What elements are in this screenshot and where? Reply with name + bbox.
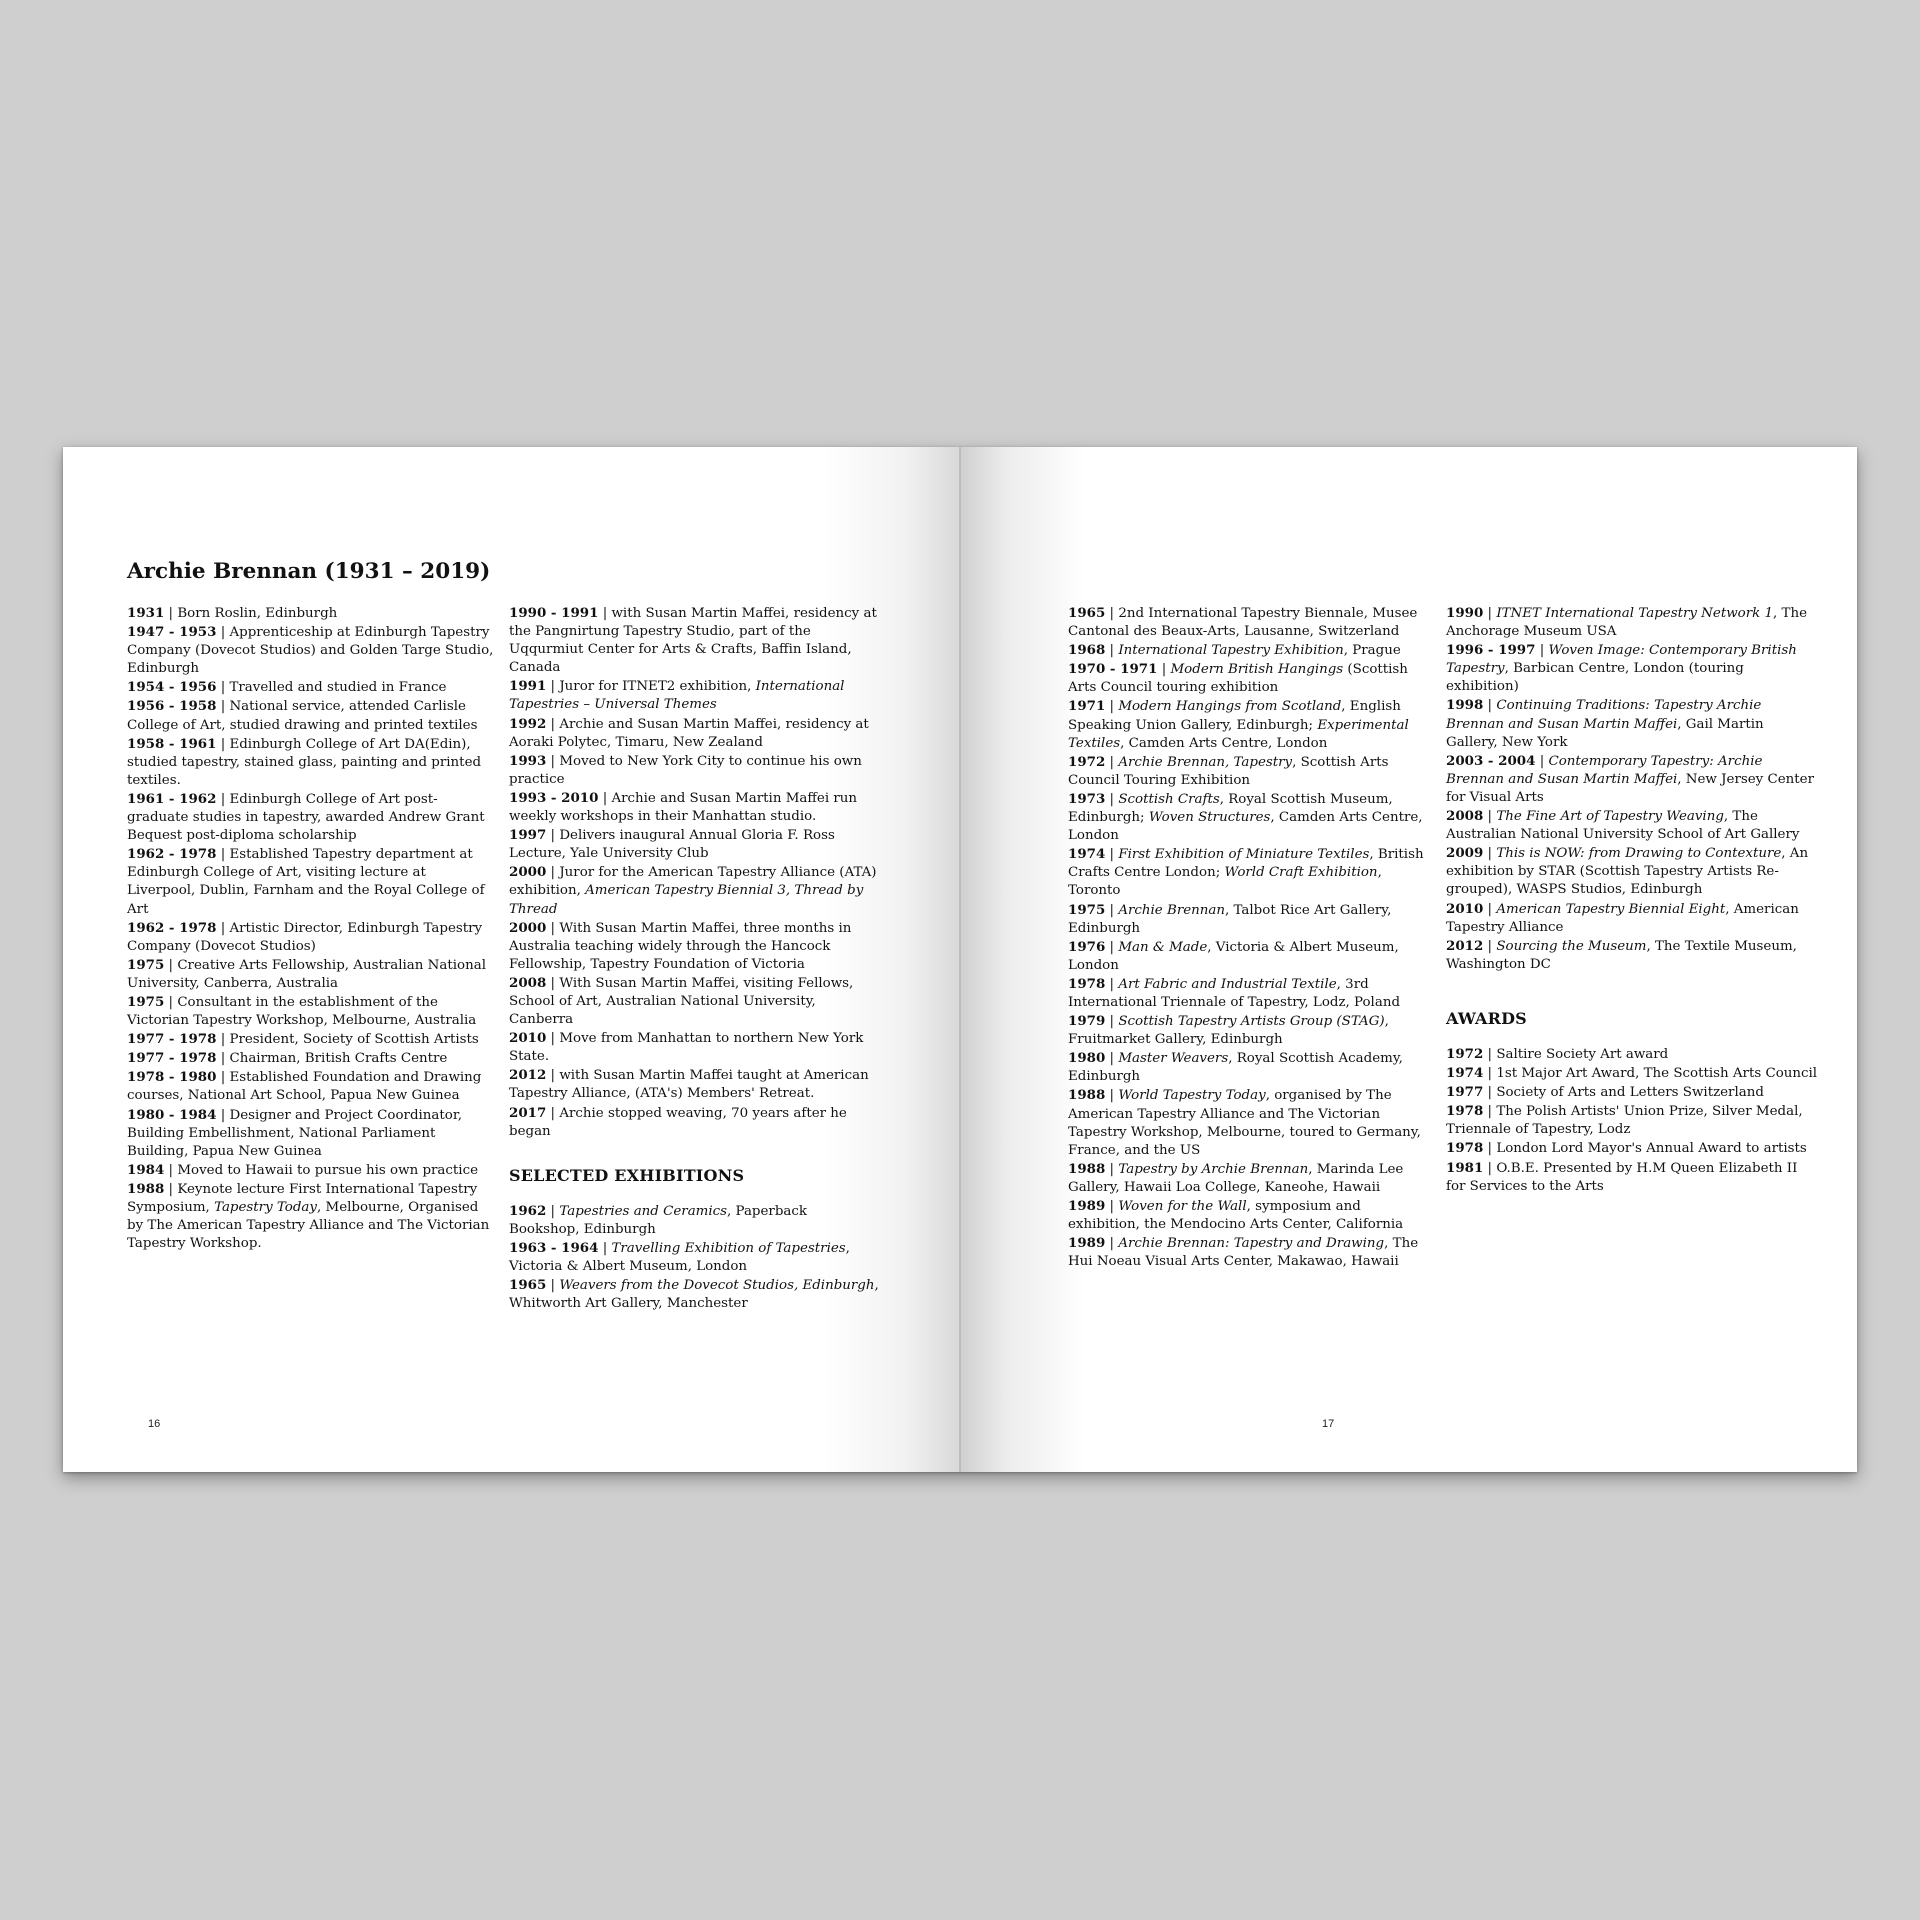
entry-title: Weavers from the Dovecot Studios, Edinburgh [559, 1278, 875, 1294]
entry-text: | [1109, 902, 1119, 918]
entry-text: | Move from Manhattan to northern New York State. [509, 1031, 864, 1065]
entry-title: World Tapestry Today [1118, 1088, 1266, 1104]
list-item [1446, 1102, 1818, 1139]
entry-year: 1965 [509, 1277, 547, 1294]
entry-text: | [1539, 753, 1549, 769]
entry-year: 1990 [1446, 605, 1484, 621]
exhibitions-list-right [1446, 604, 1818, 974]
entry-text: | [550, 1203, 560, 1219]
entry-year: 1956 - 1958 [127, 698, 217, 715]
list-item [127, 1180, 495, 1253]
entry-year: 1962 [509, 1202, 547, 1219]
entry-year: 1931 [127, 605, 165, 621]
entry-text: | Designer and Project Coordinator, Building Embellishment, National Parliament Building, Papua New Guinea [127, 1107, 463, 1159]
entry-text: , Victoria & Albert Museum, London [509, 1241, 850, 1275]
entry-year: 1989 [1068, 1235, 1106, 1252]
spine-fold [959, 447, 961, 1472]
entry-year: 1990 - 1991 [509, 605, 599, 621]
entry-text: , Barbican Centre, London (touring exhibition) [1446, 661, 1744, 695]
entry-text: | Archie and Susan Martin Maffei run weekly workshops in their Manhattan studio. [509, 790, 858, 825]
entry-title: International Tapestry Exhibition [1118, 643, 1344, 659]
entry-text: | [1109, 1199, 1119, 1214]
entry-text: , Marinda Lee Gallery, Hawaii Loa College, Kaneohe, Hawaii [1068, 1161, 1404, 1195]
entry-year: 2000 [509, 919, 547, 936]
right-page [960, 447, 1857, 1472]
entry-title: Contemporary Tapestry: Archie Brennan and Susan Martin Maffei [1446, 753, 1763, 787]
entry-year: 2012 [509, 1067, 547, 1084]
entry-title: This is NOW: from Drawing to Contexture [1496, 846, 1782, 862]
entry-text: | [1109, 643, 1119, 659]
entry-year: 1965 [1068, 605, 1106, 621]
entry-text: , The Anchorage Museum USA [1446, 606, 1808, 640]
entry-text: | Juror for the American Tapestry Alliance (ATA) exhibition, [509, 865, 877, 899]
entry-text: | Consultant in the establishment of the Victorian Tapestry Workshop, Melbourne, Australia [127, 994, 477, 1029]
biography-column-2 [509, 604, 881, 1313]
entry-text: , The Hui Noeau Visual Arts Center, Makawao, Hawaii [1068, 1236, 1419, 1270]
entry-text: | O.B.E. Presented by H.M Queen Elizabeth II for Services to the Arts [1446, 1160, 1798, 1194]
biography-list-2 [509, 604, 881, 1141]
entry-text: | [1109, 1014, 1119, 1030]
entry-year: 1974 [1068, 846, 1106, 863]
list-item [1068, 1049, 1436, 1086]
list-item [509, 1066, 881, 1103]
entry-year: 1974 [1446, 1065, 1484, 1082]
entry-year: 1975 [127, 993, 165, 1010]
entry-year: 1962 - 1978 [127, 919, 217, 936]
list-item [127, 1068, 495, 1105]
entry-title: Man & Made [1118, 939, 1208, 955]
list-item [509, 752, 881, 789]
entry-text: | 1st Major Art Award, The Scottish Arts Council [1487, 1066, 1818, 1082]
entry-year: 1991 [509, 678, 547, 695]
entry-text: , The Australian National University School of Art Gallery [1446, 809, 1800, 843]
entry-year: 1977 [1446, 1084, 1484, 1101]
list-item [1068, 1197, 1436, 1234]
entry-title: Continuing Traditions: Tapestry Archie Brennan and Susan Martin Maffei [1446, 698, 1762, 732]
list-item [1446, 900, 1818, 937]
list-item [127, 623, 495, 678]
list-item [509, 974, 881, 1029]
entry-title: Archie Brennan, Tapestry [1118, 754, 1293, 770]
entry-text: | [1109, 1236, 1119, 1252]
exhibitions-column-2 [1446, 604, 1818, 1196]
entry-title: Woven Image: Contemporary British Tapestry [1446, 643, 1797, 677]
entry-text: | [550, 1278, 560, 1294]
entry-text: | [1161, 662, 1171, 678]
list-item [509, 919, 881, 974]
list-item [509, 1202, 881, 1239]
entry-text: | Moved to New York City to continue his own practice [509, 753, 862, 787]
list-item [1068, 1086, 1436, 1159]
entry-title: Scottish Crafts [1118, 791, 1220, 807]
entry-year: 1989 [1068, 1198, 1106, 1214]
entry-text: , organised by The American Tapestry Alliance and The Victorian Tapestry Workshop, Melbourne, toured to Germany, France, and the US [1068, 1088, 1421, 1158]
list-item [127, 604, 495, 623]
entry-title: International Tapestries – Universal Themes [509, 679, 845, 713]
list-item [1446, 604, 1818, 641]
entry-year: 2008 [509, 974, 547, 991]
entry-year: 2008 [1446, 808, 1484, 825]
entry-text: , Toronto [1068, 865, 1382, 899]
entry-title: The Fine Art of Tapestry Weaving [1496, 809, 1724, 825]
entry-title: Sourcing the Museum [1496, 938, 1647, 954]
entry-year: 1996 - 1997 [1446, 642, 1536, 659]
list-item [127, 919, 495, 956]
list-item [1068, 1234, 1436, 1271]
entry-title: American Tapestry Biennial 3, Thread by Thread [509, 883, 864, 917]
list-item [509, 1239, 881, 1276]
page-number-left: 16 [148, 1418, 161, 1430]
entry-text: | [1109, 754, 1119, 770]
entry-year: 1962 - 1978 [127, 846, 217, 863]
entry-text: , Victoria & Albert Museum, London [1068, 939, 1399, 973]
list-item [1446, 844, 1818, 899]
entry-text: | Edinburgh College of Art post-graduate studies in tapestry, awarded Andrew Grant Bequest post-diploma scholarship [127, 791, 485, 844]
list-item [1446, 937, 1818, 974]
entry-text: | [1109, 847, 1119, 863]
list-item [127, 697, 495, 734]
entry-title: ITNET International Tapestry Network 1 [1496, 606, 1774, 621]
list-item [1446, 1083, 1818, 1102]
entry-text: | [1487, 809, 1497, 825]
list-item [1068, 938, 1436, 975]
list-item [509, 604, 881, 677]
entry-year: 1980 - 1984 [127, 1106, 217, 1123]
awards-list [1446, 1045, 1818, 1196]
entry-text: | Established Foundation and Drawing courses, National Art School, Papua New Guinea [127, 1070, 482, 1104]
entry-text: , New Jersey Center for Visual Arts [1446, 771, 1814, 805]
entry-title: First Exhibition of Miniature Textiles [1118, 847, 1370, 863]
entry-year: 1961 - 1962 [127, 790, 217, 807]
entry-year: 1997 [509, 827, 547, 844]
entry-year: 1984 [127, 1161, 165, 1178]
entry-year: 1972 [1446, 1045, 1484, 1062]
entry-year: 2017 [509, 1104, 547, 1121]
entry-title: Woven Structures [1148, 810, 1271, 826]
entry-year: 1975 [127, 956, 165, 973]
list-item [127, 993, 495, 1030]
entry-year: 2009 [1446, 845, 1484, 862]
entry-text: | with Susan Martin Maffei, residency at the Pangnirtung Tapestry Studio, part of the Uqqurmiut Center for Arts & Crafts, Baffin Island, Canada [509, 606, 877, 676]
entry-title: Modern Hangings from Scotland [1118, 699, 1342, 715]
entry-text: | [1109, 1051, 1119, 1067]
entry-text: | The Polish Artists' Union Prize, Silver Medal, Triennale of Tapestry, Lodz [1446, 1104, 1803, 1138]
entry-text: , Melbourne, Organised by The American Tapestry Alliance and The Victorian Tapestry Workshop. [127, 1200, 490, 1252]
entry-year: 1963 - 1964 [509, 1240, 599, 1256]
entry-year: 1978 - 1980 [127, 1069, 217, 1086]
entry-year: 1988 [1068, 1087, 1106, 1104]
entry-text: , British Crafts Centre London; [1068, 847, 1424, 881]
entry-text: | Born Roslin, Edinburgh [168, 606, 338, 621]
entry-text: | [1109, 1088, 1119, 1104]
entry-title: Travelling Exhibition of Tapestries [611, 1241, 846, 1256]
entry-text: , English Speaking Union Gallery, Edinburgh; [1068, 699, 1401, 733]
list-item [1446, 1064, 1818, 1083]
entry-text: | Delivers inaugural Annual Gloria F. Ross Lecture, Yale University Club [509, 828, 835, 862]
entry-text: , Camden Arts Centre, London [1120, 735, 1328, 751]
entry-text: | Chairman, British Crafts Centre [220, 1051, 448, 1067]
entry-year: 2010 [1446, 900, 1484, 917]
entry-text: | London Lord Mayor's Annual Award to artists [1487, 1141, 1807, 1157]
entry-text: | [1109, 1161, 1119, 1177]
entry-text: , Fruitmarket Gallery, Edinburgh [1068, 1014, 1389, 1048]
entry-text: , Prague [1343, 643, 1401, 659]
entry-year: 1977 - 1978 [127, 1031, 217, 1048]
entry-year: 2010 [509, 1030, 547, 1047]
list-item [509, 1104, 881, 1141]
entry-text: | [1487, 901, 1497, 917]
list-item [127, 845, 495, 918]
entry-text: | President, Society of Scottish Artists [220, 1032, 479, 1048]
entry-text: , 3rd International Triennale of Tapestry, Lodz, Poland [1068, 976, 1401, 1010]
entry-text: | [602, 1241, 612, 1256]
entry-title: Experimental Textiles [1068, 717, 1409, 751]
entry-text: | with Susan Martin Maffei taught at American Tapestry Alliance, (ATA's) Members' Retreat. [509, 1068, 869, 1102]
biography-column-1 [127, 604, 495, 1253]
list-item [1446, 1045, 1818, 1064]
entry-year: 1988 [1068, 1160, 1106, 1177]
entry-year: 1975 [1068, 901, 1106, 918]
list-item [1068, 604, 1436, 641]
entry-text: , The Textile Museum, Washington DC [1446, 938, 1797, 972]
entry-year: 1977 - 1978 [127, 1050, 217, 1067]
entry-text: , Royal Scottish Museum, Edinburgh; [1068, 791, 1393, 826]
entry-text: , Royal Scottish Academy, Edinburgh [1068, 1051, 1403, 1085]
entry-text: | [1487, 606, 1497, 621]
entry-year: 2000 [509, 864, 547, 881]
entry-year: 1958 - 1961 [127, 735, 217, 752]
exhibitions-column-1 [1068, 604, 1436, 1271]
entry-text: | Edinburgh College of Art DA(Edin), studied tapestry, stained glass, painting and printed textiles. [127, 736, 482, 788]
list-item [1446, 1139, 1818, 1158]
entry-year: 1968 [1068, 642, 1106, 659]
entry-text: | Archie stopped weaving, 70 years after he began [509, 1105, 847, 1139]
list-item [509, 715, 881, 752]
entry-year: 1978 [1446, 1103, 1484, 1120]
entry-text: | Apprenticeship at Edinburgh Tapestry Company (Dovecot Studios) and Golden Targe Studio, Edinburgh [127, 625, 494, 677]
entry-text: | [1487, 938, 1497, 954]
entry-text: | Established Tapestry department at Edinburgh College of Art, visiting lecture at Liverpool, Dublin, Farnham and the Royal College of Art [127, 847, 485, 917]
entry-text: | [1109, 791, 1119, 807]
list-item [1068, 1012, 1436, 1049]
list-item [127, 1030, 495, 1049]
list-item [509, 826, 881, 863]
entry-year: 1993 [509, 752, 547, 769]
list-item [127, 1106, 495, 1161]
list-item [127, 1049, 495, 1068]
entry-text: | National service, attended Carlisle College of Art, studied drawing and printed textiles [127, 699, 478, 733]
list-item [509, 1276, 881, 1313]
entry-text: | [1109, 976, 1119, 992]
entry-text: | Society of Arts and Letters Switzerland [1487, 1085, 1764, 1101]
entry-year: 1973 [1068, 790, 1106, 807]
entry-text: | Saltire Society Art award [1487, 1046, 1669, 1062]
entry-year: 1947 - 1953 [127, 624, 217, 641]
list-item [127, 790, 495, 845]
entry-year: 1981 [1446, 1159, 1484, 1176]
entry-year: 1980 [1068, 1050, 1106, 1067]
entry-text: | With Susan Martin Maffei, three months in Australia teaching widely through the Hancock Fellowship, Tapestry Foundation of Victoria [509, 920, 852, 972]
entry-text: | Travelled and studied in France [220, 680, 447, 696]
entry-year: 1970 - 1971 [1068, 661, 1158, 678]
entry-text: | [1539, 643, 1549, 659]
list-item [1068, 697, 1436, 752]
entry-title: Master Weavers [1118, 1051, 1229, 1067]
entry-year: 1954 - 1956 [127, 679, 217, 696]
entry-year: 1972 [1068, 753, 1106, 770]
entry-year: 2003 - 2004 [1446, 752, 1536, 769]
entry-title: Archie Brennan [1118, 902, 1226, 918]
entry-text: | [1487, 846, 1497, 862]
entry-text: | Artistic Director, Edinburgh Tapestry Company (Dovecot Studios) [127, 920, 483, 954]
entry-text: | Moved to Hawaii to pursue his own practice [168, 1162, 478, 1178]
list-item [127, 735, 495, 790]
list-item [1068, 641, 1436, 660]
entry-text: , Talbot Rice Art Gallery, Edinburgh [1068, 902, 1392, 936]
entry-title: American Tapestry Biennial Eight [1496, 901, 1726, 917]
entry-text: , Scottish Arts Council Touring Exhibition [1068, 754, 1389, 788]
list-item [1446, 641, 1818, 696]
list-item [127, 1161, 495, 1180]
entry-year: 1978 [1446, 1140, 1484, 1157]
entry-year: 1988 [127, 1180, 165, 1197]
entry-year: 2012 [1446, 937, 1484, 954]
entry-text: , An exhibition by STAR (Scottish Tapestry Artists Re-grouped), WASPS Studios, Edinburgh [1446, 846, 1809, 898]
list-item [509, 1029, 881, 1066]
entry-year: 1998 [1446, 697, 1484, 714]
entry-text: | With Susan Martin Maffei, visiting Fellows, School of Art, Australian National University, Canberra [509, 975, 854, 1028]
entry-year: 1978 [1068, 975, 1106, 992]
list-item [509, 677, 881, 714]
list-item [509, 789, 881, 826]
page-title: Archie Brennan (1931 – 2019) [127, 559, 491, 584]
list-item [509, 863, 881, 918]
entry-title: Tapestry by Archie Brennan [1118, 1161, 1309, 1177]
entry-title: Scottish Tapestry Artists Group (STAG) [1118, 1014, 1385, 1030]
entry-text: | [1487, 698, 1497, 714]
list-item [127, 956, 495, 993]
entry-text: | Juror for ITNET2 exhibition, [550, 679, 756, 695]
left-page [63, 447, 960, 1472]
entry-title: Tapestry Today [214, 1200, 317, 1215]
entry-text: | [1109, 939, 1119, 955]
list-item [1068, 790, 1436, 845]
list-item [1068, 901, 1436, 938]
entry-text: (Scottish Arts Council touring exhibition [1068, 662, 1408, 696]
list-item [1446, 1159, 1818, 1196]
list-item [1068, 975, 1436, 1012]
entry-text: , Camden Arts Centre, London [1068, 810, 1423, 844]
exhibitions-heading: SELECTED EXHIBITIONS [509, 1165, 745, 1185]
entry-text: , symposium and exhibition, the Mendocino Arts Center, California [1068, 1199, 1404, 1233]
entry-year: 1971 [1068, 698, 1106, 715]
entry-text: | 2nd International Tapestry Biennale, Musee Cantonal des Beaux-Arts, Lausanne, Switzerland [1068, 606, 1418, 640]
entry-text: | Creative Arts Fellowship, Australian National University, Canberra, Australia [127, 957, 486, 991]
entry-title: Archie Brennan: Tapestry and Drawing [1118, 1236, 1385, 1252]
entry-text: | Archie and Susan Martin Maffei, residency at Aoraki Polytec, Timaru, New Zealand [509, 716, 869, 750]
entry-title: World Craft Exhibition [1224, 865, 1378, 881]
list-item [1446, 752, 1818, 807]
list-item [1068, 660, 1436, 697]
page-number-right: 17 [1322, 1418, 1335, 1430]
entry-text: | [1109, 699, 1119, 715]
list-item [1446, 696, 1818, 751]
book-spread [63, 447, 1857, 1472]
entry-text: , Whitworth Art Gallery, Manchester [509, 1278, 879, 1312]
entry-title: Woven for the Wall [1118, 1199, 1247, 1214]
entry-text: , Paperback Bookshop, Edinburgh [509, 1203, 808, 1237]
entry-year: 1979 [1068, 1013, 1106, 1030]
list-item [1068, 845, 1436, 900]
entry-year: 1976 [1068, 938, 1106, 955]
list-item [1068, 753, 1436, 790]
entry-year: 1992 [509, 715, 547, 732]
exhibitions-list-left [509, 1202, 881, 1314]
entry-text: , American Tapestry Alliance [1446, 901, 1799, 935]
list-item [1068, 1160, 1436, 1197]
entry-text: , Gail Martin Gallery, New York [1446, 716, 1764, 750]
list-item [1446, 807, 1818, 844]
entry-title: Tapestries and Ceramics [559, 1203, 728, 1219]
entry-text: | Keynote lecture First International Tapestry Symposium, [127, 1181, 478, 1215]
list-item [127, 678, 495, 697]
entry-year: 1993 - 2010 [509, 789, 599, 806]
entry-title: Modern British Hangings [1170, 662, 1344, 678]
awards-heading: AWARDS [1446, 1008, 1527, 1028]
entry-title: Art Fabric and Industrial Textile [1118, 976, 1337, 992]
